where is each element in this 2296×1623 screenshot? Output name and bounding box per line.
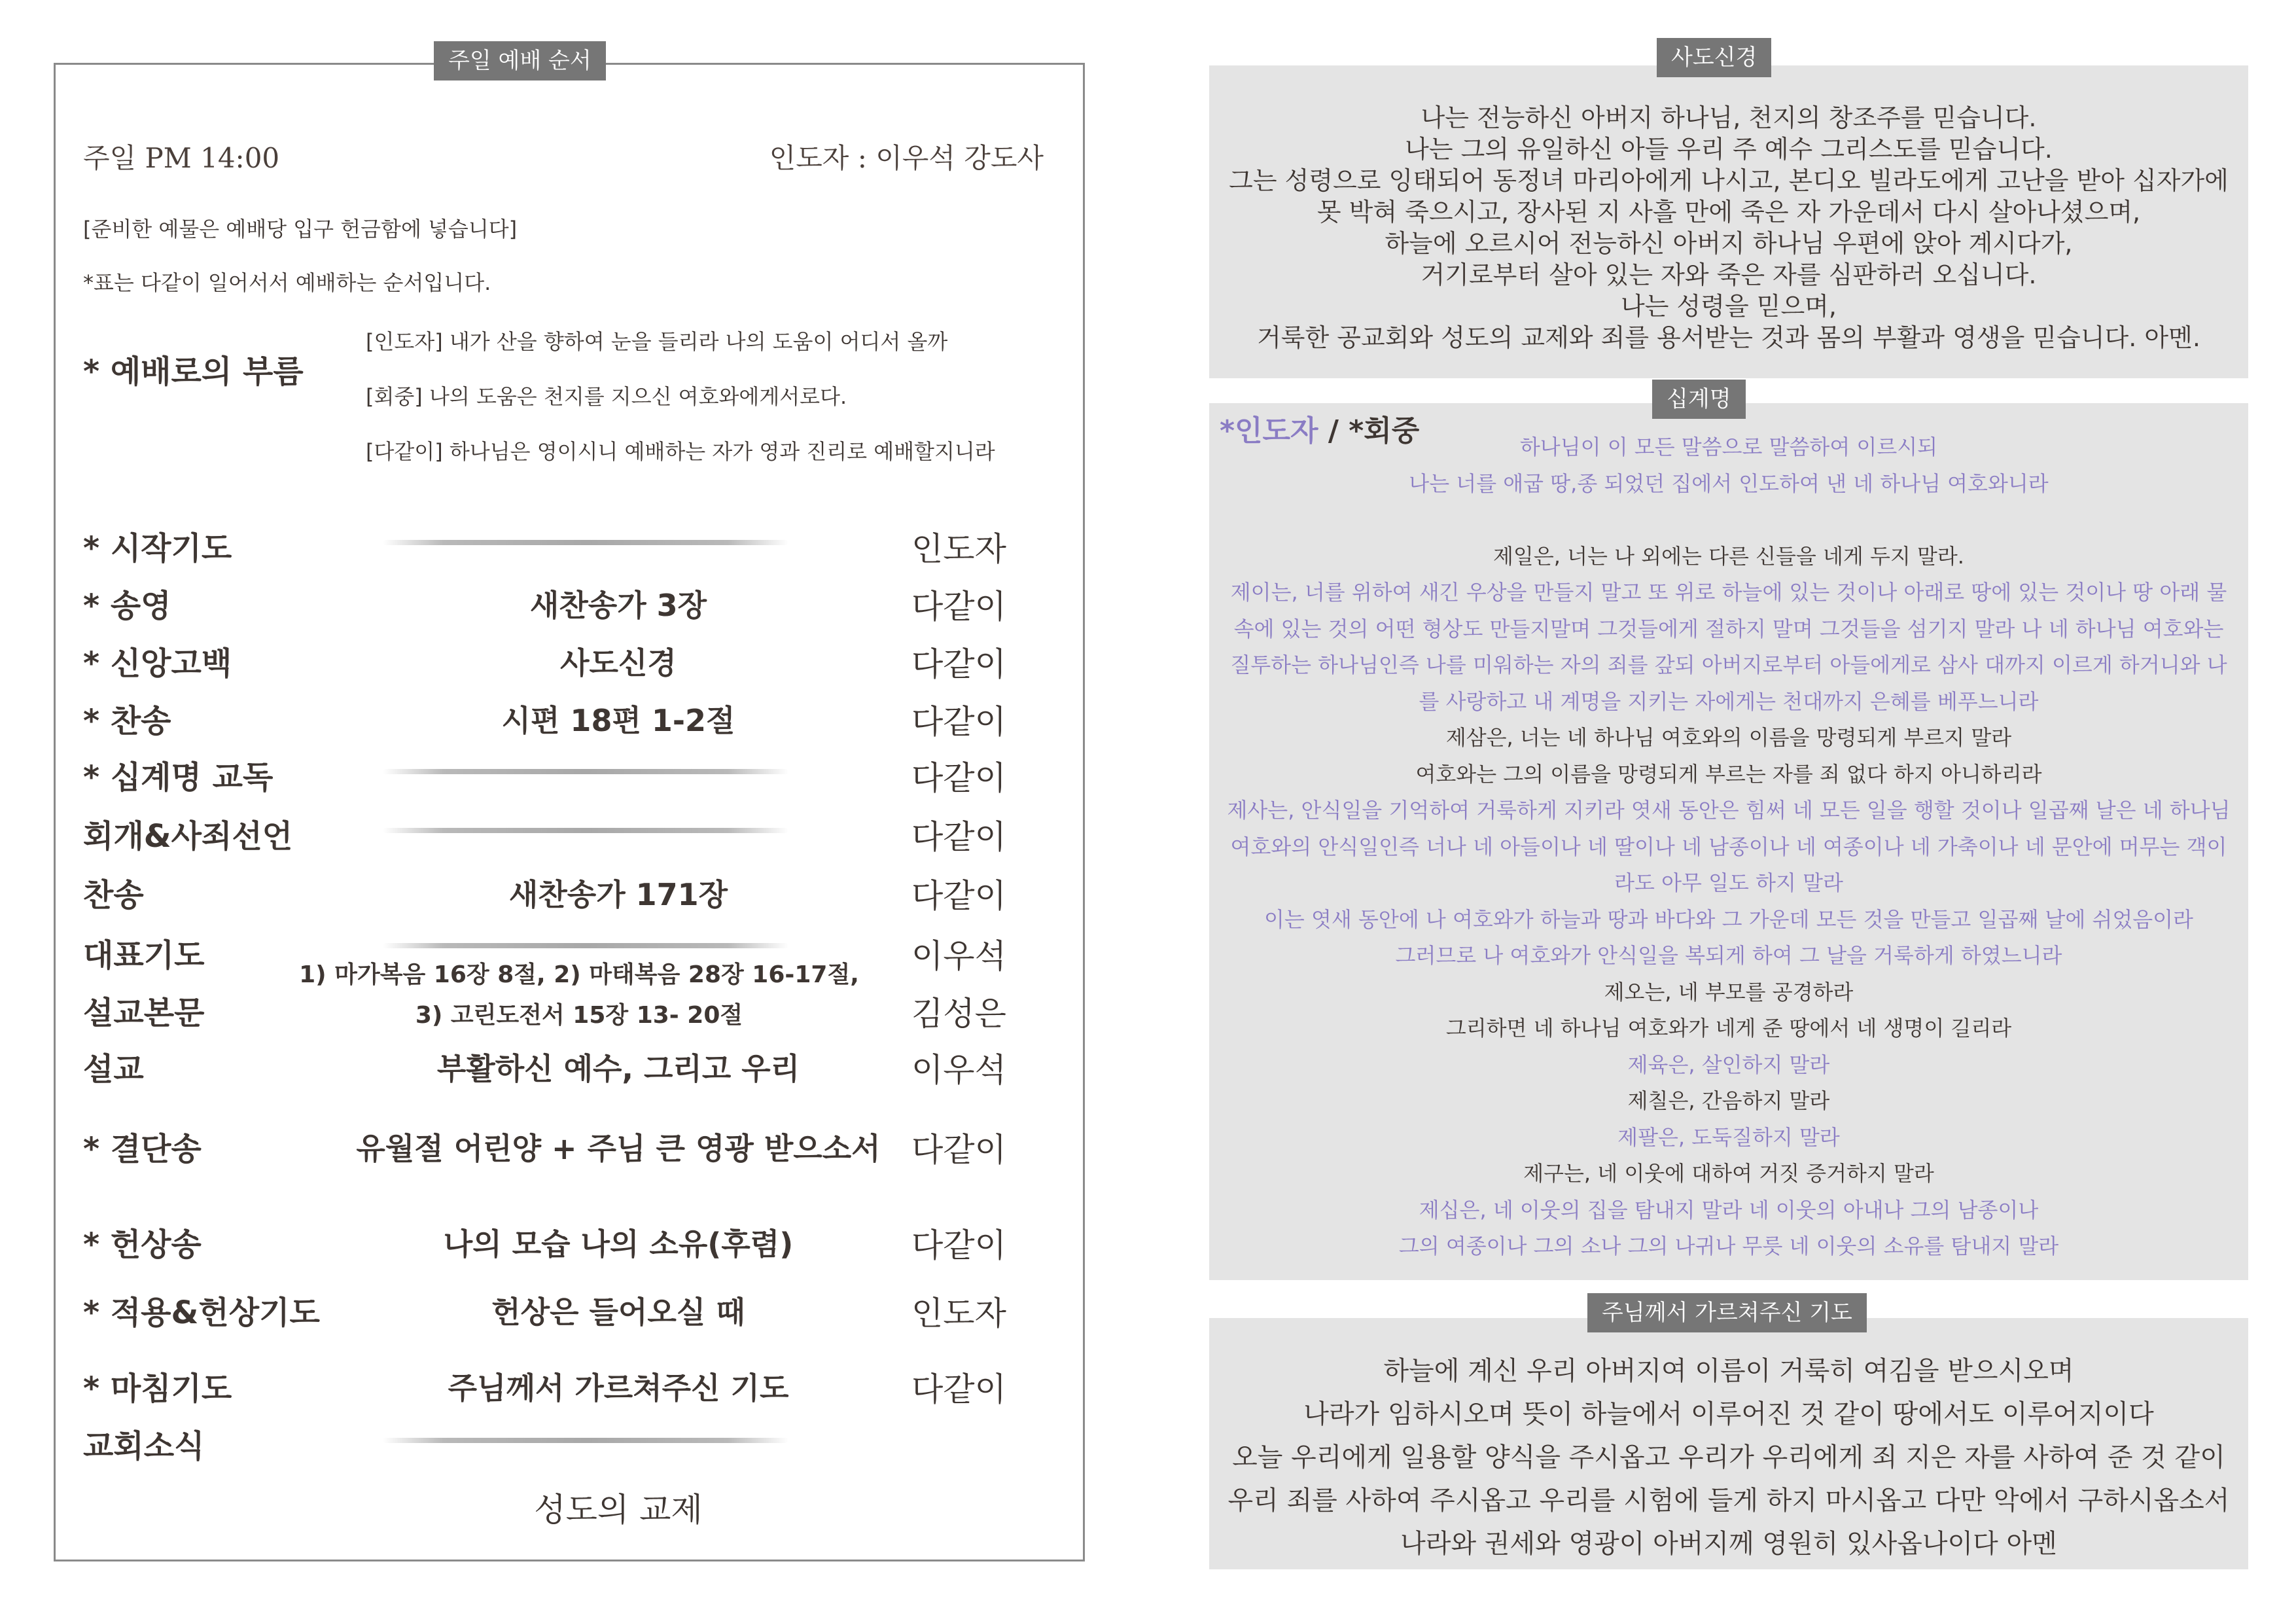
order-title: * 신앙고백 — [83, 645, 232, 682]
order-title: * 결단송 — [83, 1131, 202, 1168]
commandment-line: 제일은, 너는 나 외에는 다른 신들을 네게 두지 말라. — [1493, 543, 1964, 569]
order-title: 대표기도 — [83, 937, 205, 974]
order-content: 사도신경 — [560, 645, 677, 681]
call-to-worship-title: * 예배로의 부름 — [83, 353, 304, 390]
congregation-label: *회중 — [1349, 414, 1420, 448]
closing-fellowship: 성도의 교제 — [534, 1491, 703, 1529]
order-content: 주님께서 가르쳐주신 기도 — [448, 1370, 789, 1406]
order-content: 유월절 어린양 + 주님 큰 영광 받으소서 — [356, 1131, 881, 1166]
order-content: 새찬송가 171장 — [508, 877, 728, 912]
order-row — [56, 811, 1087, 857]
commandment-line: 제구는, 네 이웃에 대하여 거짓 증거하지 말라 — [1523, 1161, 1934, 1186]
order-content: 나의 모습 나의 소유(후렴) — [443, 1226, 794, 1262]
leader-info: 인도자 : 이우석 강도사 — [769, 142, 1044, 174]
commandment-line: 그의 여종이나 그의 소나 그의 나귀나 무릇 네 이웃의 소유를 탐내지 말라 — [1398, 1234, 2059, 1258]
order-title: * 마침기도 — [83, 1370, 232, 1407]
creed-line: 하늘에 오르시어 전능하신 아버지 하나님 우편에 앉아 계시다가, — [1385, 229, 2073, 258]
leader-label: *인도자 — [1220, 414, 1318, 448]
divider-line — [383, 943, 788, 948]
lords-prayer-title: 주님께서 가르쳐주신 기도 — [1587, 1293, 1867, 1332]
order-by: 인도자 — [911, 1294, 1006, 1332]
order-content: 헌상은 들어오실 때 — [491, 1294, 745, 1330]
prayer-line: 나라와 권세와 영광이 아버지께 영원히 있사옵나이다 아멘 — [1400, 1529, 2057, 1559]
creed-line: 나는 그의 유일하신 아들 우리 주 예수 그리스도를 믿습니다. — [1405, 135, 2053, 164]
commandment-line: 제삼은, 너는 네 하나님 여호와의 이름을 망령되게 부르지 말라 — [1445, 725, 2012, 750]
order-title: * 헌상송 — [83, 1226, 202, 1263]
commandment-line: 이는 엿새 동안에 나 여호와가 하늘과 땅과 바다와 그 가운데 모든 것을 만들고 일곱째 날에 쉬었음이라 — [1264, 906, 2193, 932]
lords-prayer-box — [1209, 1318, 2248, 1569]
prayer-line: 나라가 임하시오며 뜻이 하늘에서 이루어진 것 같이 땅에서도 이루어지이다 — [1303, 1399, 2154, 1429]
commandment-line: 제오는, 네 부모를 공경하라 — [1604, 979, 1854, 1005]
order-title: 설교 — [83, 1051, 144, 1088]
order-row — [56, 1219, 1087, 1265]
commandment-line: 를 사랑하고 내 계명을 지키는 자에게는 천대까지 은혜를 베푸느니라 — [1419, 688, 2039, 714]
divider-line — [383, 1438, 788, 1443]
order-by: 김성은 — [911, 995, 1006, 1033]
sermon-scripture — [252, 955, 906, 1036]
order-by: 이우석 — [911, 937, 1006, 975]
scripture-line: 1) 마가복음 16장 8절, 2) 마태복음 28장 16-17절, — [299, 961, 859, 988]
commandment-line: 제칠은, 간음하지 말라 — [1627, 1088, 1830, 1113]
offering-note: [준비한 예물은 예배당 입구 헌금함에 넣습니다] — [83, 217, 518, 241]
service-time: 주일 PM 14:00 — [83, 142, 280, 174]
divider-line — [383, 769, 788, 774]
call-to-worship-line: [회중] 나의 도움은 천지를 지으신 여호와에게서로다. — [366, 384, 847, 409]
scripture-line: 3) 고린도전서 15장 13- 20절 — [415, 1002, 743, 1029]
commandment-line: 질투하는 하나님인즉 나를 미워하는 자의 죄를 갚되 아버지로부터 아들에게로 삼사 대까지 이르게 하거니와 나 — [1230, 652, 2227, 677]
order-row — [56, 1363, 1087, 1409]
creed-line: 나는 성령을 믿으며, — [1621, 292, 1837, 321]
commandment-line: 제십은, 네 이웃의 집을 탐내지 말라 네 이웃의 아내나 그의 남종이나 — [1419, 1197, 2039, 1222]
order-title: * 송영 — [83, 588, 171, 624]
order-row — [56, 1421, 1087, 1467]
commandment-lines — [1209, 429, 2248, 1265]
order-row — [56, 580, 1087, 626]
order-by: 다같이 — [911, 759, 1006, 797]
order-row — [56, 1287, 1087, 1333]
sermon-title: 부활하신 예수, 그리고 우리 — [436, 1051, 800, 1086]
order-by: 다같이 — [911, 877, 1006, 915]
order-row — [56, 752, 1087, 798]
order-title: 설교본문 — [83, 995, 205, 1031]
commandment-line: 여호와는 그의 이름을 망령되게 부르는 자를 죄 없다 하지 아니하리라 — [1415, 761, 2042, 787]
order-by: 다같이 — [911, 818, 1006, 856]
commandments-title: 십계명 — [1652, 380, 1746, 419]
standing-note: *표는 다같이 일어서서 예배하는 순서입니다. — [83, 270, 491, 295]
worship-order-title: 주일 예배 순서 — [434, 41, 606, 80]
order-by: 다같이 — [911, 703, 1006, 741]
order-title: * 찬송 — [83, 703, 171, 740]
order-by: 다같이 — [911, 1131, 1006, 1169]
order-row — [56, 638, 1087, 684]
order-by: 다같이 — [911, 1226, 1006, 1264]
prayer-line: 오늘 우리에게 일용할 양식을 주시옵고 우리가 우리에게 죄 지은 자를 사하여 준 것 같이 — [1232, 1442, 2225, 1472]
lords-prayer-text — [1209, 1349, 2248, 1565]
apostles-creed-box — [1209, 65, 2248, 378]
worship-order-panel — [54, 48, 1085, 1561]
prayer-line: 우리 죄를 사하여 주시옵고 우리를 시험에 들게 하지 마시옵고 다만 악에서 구하시옵소서 — [1227, 1486, 2230, 1516]
prayer-line: 하늘에 계신 우리 아버지여 이름이 거룩히 여김을 받으시오며 — [1383, 1356, 2074, 1386]
order-by: 다같이 — [911, 1370, 1006, 1408]
order-row — [56, 1124, 1087, 1169]
call-to-worship-line: [인도자] 내가 산을 향하여 눈을 들리라 나의 도움이 어디서 올까 — [366, 329, 948, 354]
commandment-line: 제팔은, 도둑질하지 말라 — [1617, 1124, 1840, 1150]
commandment-line: 라도 아무 일도 하지 말라 — [1614, 870, 1843, 895]
creed-text — [1209, 102, 2248, 353]
order-by: 다같이 — [911, 588, 1006, 626]
commandment-line: 그러므로 나 여호와가 안식일을 복되게 하여 그 날을 거룩하게 하였느니라 — [1395, 943, 2062, 968]
divider-line — [383, 540, 788, 545]
call-to-worship-line: [다같이] 하나님은 영이시니 예배하는 자가 영과 진리로 예배할지니라 — [366, 439, 995, 464]
order-title: * 십계명 교독 — [83, 759, 274, 796]
commandment-line: 하나님이 이 모든 말씀으로 말씀하여 이르시되 — [1519, 435, 1938, 459]
order-row — [56, 870, 1087, 916]
order-by: 다같이 — [911, 645, 1006, 683]
divider-line — [383, 828, 788, 833]
creed-line: 나는 전능하신 아버지 하나님, 천지의 창조주를 믿습니다. — [1421, 103, 2037, 132]
commandment-line: 여호와의 안식일인즉 너나 네 아들이나 네 딸이나 네 남종이나 네 여종이나 네 가축이나 네 문안에 머무는 객이 — [1230, 834, 2227, 859]
creed-line: 못 박혀 죽으시고, 장사된 지 사흘 만에 죽은 자 가운데서 다시 살아나셨으며, — [1316, 198, 2141, 226]
order-by: 인도자 — [911, 530, 1006, 568]
creed-title: 사도신경 — [1657, 38, 1771, 77]
order-row — [56, 523, 1087, 569]
order-title: * 적용&헌상기도 — [83, 1294, 320, 1331]
header-separator: / — [1318, 414, 1349, 448]
commandment-blank-line — [1209, 502, 2248, 539]
order-title: 교회소식 — [83, 1428, 205, 1465]
order-title: * 시작기도 — [83, 530, 232, 567]
order-title: 회개&사죄선언 — [83, 818, 293, 855]
ten-commandments-box — [1209, 403, 2248, 1280]
commandment-line: 제이는, 너를 위하여 새긴 우상을 만들지 말고 또 위로 하늘에 있는 것이나 아래로 땅에 있는 것이나 땅 아래 물 — [1230, 580, 2227, 605]
creed-line: 그는 성령으로 잉태되어 동정녀 마리아에게 나시고, 본디오 빌라도에게 고난을 받아 십자가에 — [1229, 166, 2229, 195]
order-row — [56, 696, 1087, 741]
order-by: 이우석 — [911, 1051, 1006, 1089]
creed-line: 거룩한 공교회와 성도의 교제와 죄를 용서받는 것과 몸의 부활과 영생을 믿습니다. 아멘. — [1257, 323, 2200, 352]
creed-line: 거기로부터 살아 있는 자와 죽은 자를 심판하러 오십니다. — [1421, 260, 2037, 289]
commandment-line: 속에 있는 것의 어떤 형상도 만들지말며 그것들에게 절하지 말며 그것들을 섬기지 말라 나 네 하나님 여호와는 — [1233, 616, 2224, 641]
order-content: 새찬송가 3장 — [529, 588, 707, 623]
order-content: 시편 18편 1-2절 — [501, 703, 735, 738]
commandment-line: 제육은, 살인하지 말라 — [1627, 1052, 1830, 1077]
order-row — [56, 1044, 1087, 1090]
commandment-line: 나는 너를 애굽 땅,종 되었던 집에서 인도하여 낸 네 하나님 여호와니라 — [1409, 471, 2049, 496]
commandment-line: 그리하면 네 하나님 여호와가 네게 준 땅에서 네 생명이 길리라 — [1445, 1016, 2012, 1041]
order-title: 찬송 — [83, 877, 144, 914]
commandment-line: 제사는, 안식일을 기억하여 거룩하게 지키라 엿새 동안은 힘써 네 모든 일을 행할 것이나 일곱째 날은 네 하나님 — [1227, 798, 2231, 823]
